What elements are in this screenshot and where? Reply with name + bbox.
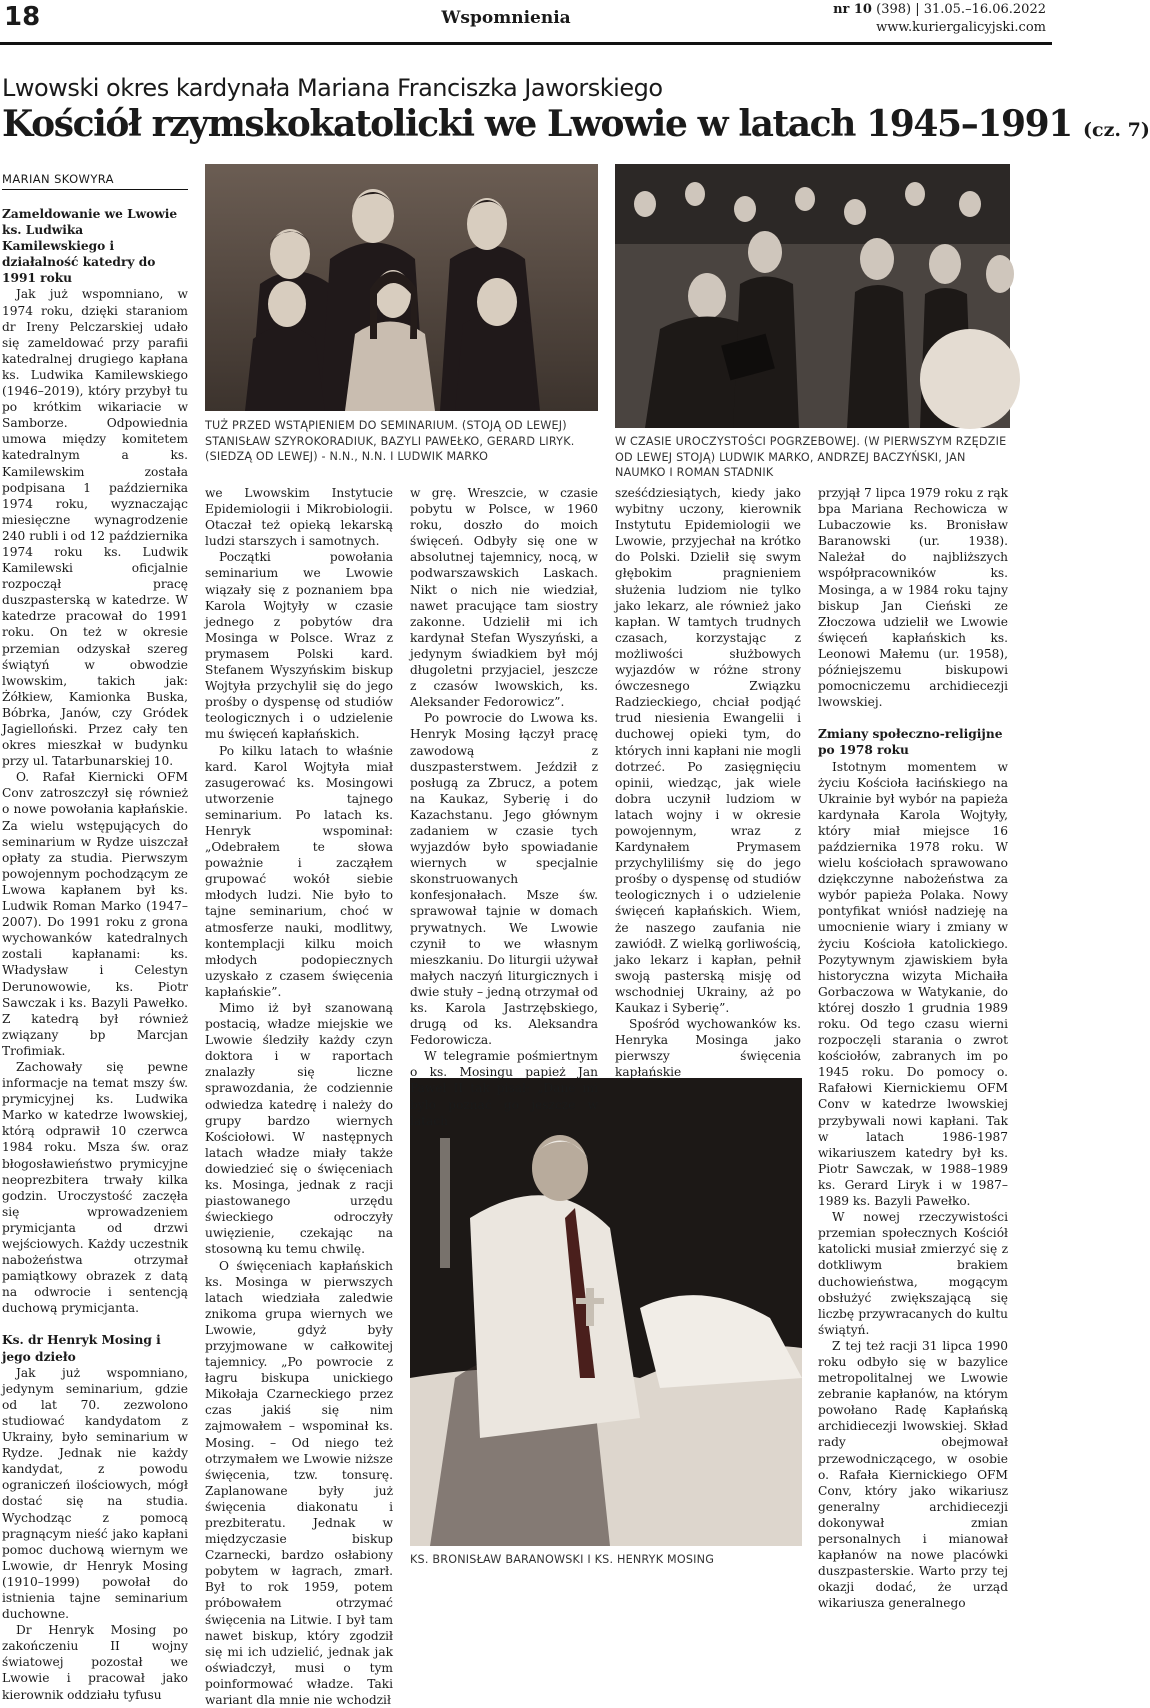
photo-baranowski-mosing	[410, 1078, 802, 1546]
article-column-4	[615, 485, 801, 1071]
paragraph: w grę. Wreszcie, w czasie pobytu w Polsce, w 1960 roku, doszło do moich święceń. Odbyły się one w absolutnej tajemnicy, nocą, w podwarszawskich Laskach. Nikt o nich nie wiedział, nawet pracujące tam siostry zakonne. Udzielił mi ich kardynał Stefan Wyszyński, a jedynym świadkiem był mój długoletni przyjaciel, jeszcze z czasów lwowskich, ks. Aleksander Fedorowicz”.	[410, 485, 598, 710]
website-link[interactable]: www.kuriergalicyjski.com	[833, 19, 1046, 37]
paragraph: Dr Henryk Mosing po zakończeniu II wojny światowej pozostał we Lwowie i pracował jako kierownik oddziału tyfusu	[2, 1622, 188, 1702]
subheading-kamilewski: Zameldowanie we Lwowie ks. Ludwika Kamilewskiego i działalność katedry do 1991 roku	[2, 206, 188, 286]
page-header	[0, 0, 1052, 48]
photo-group-portrait-image	[205, 164, 598, 411]
photo-baranowski-mosing-caption: KS. BRONISŁAW BARANOWSKI I KS. HENRYK MOSING	[410, 1552, 802, 1568]
header-rule	[0, 42, 1052, 45]
paragraph: Z tej też racji 31 lipca 1990 roku odbyło się w bazylice metropolitalnej we Lwowie zebranie kapłanów, na którym powołano Radę Kapłańską archidiecezji lwowskiej. Skład rady obejmował przewodniczącego, w osobie o. Rafała Kiernickiego OFM Conv, który jako wikariusz generalny archidiecezji dokonywał zmian personalnych i mianował kapłanów na nowe placówki duszpasterskie. Warto przy tej okazji dodać, że urząd wikariusza generalnego	[818, 1338, 1008, 1612]
paragraph: Początki powołania seminarium we Lwowie wiązały się z poznaniem bpa Karola Wojtyły w czasie jednego z pobytów dra Mosinga w Polsce. Wraz z prymasem Polski kard. Stefanem Wyszyńskim biskup Wojtyła przychylił się do jego prośby o dyspensę od studiów teologicznych i o udzielenie mu święceń kapłańskich.	[205, 549, 393, 742]
headline-text: Kościół rzymskokatolicki we Lwowie w latach 1945–1991	[2, 103, 1072, 145]
article-headline	[2, 103, 1150, 145]
photo-group-portrait	[205, 164, 598, 411]
photo-baranowski-mosing-image	[410, 1078, 802, 1546]
article-column-2	[205, 485, 393, 1637]
paragraph: Po kilku latach to właśnie kard. Karol Wojtyła miał zasugerować ks. Mosingowi utworzenie tajnego seminarium. Po latach ks. Henryk wspominał: „Odebrałem te słowa poważnie i zacząłem grupować wokół siebie młodych ludzi. Nie było to tajne seminarium, choć w atmosferze nauki, modlitwy, kontemplacji kilku moich młodych podopiecznych uzyskało z czasem święcenia kapłańskie”.	[205, 743, 393, 1001]
paragraph: W nowej rzeczywistości przemian społecznych Kościół katolicki musiał zmierzyć się z dotkliwym brakiem duchowieństwa, mogącym obsłużyć zwiększającą się liczbę przywracanych do kultu świątyń.	[818, 1209, 1008, 1338]
article-column-3	[410, 485, 598, 1071]
photo-group-portrait-caption: TUŻ PRZED WSTĄPIENIEM DO SEMINARIUM. (STOJĄ OD LEWEJ) STANISŁAW SZYROKORADIUK, BAZYLI PAWEŁKO, GERARD LIRYK. (SIEDZĄ OD LEWEJ) - N.N., N.N. I LUDWIK MARKO	[205, 418, 600, 465]
subheading-mosing: Ks. dr Henryk Mosing i jego dzieło	[2, 1332, 188, 1364]
photo-funeral-ceremony-caption: W CZASIE UROCZYSTOŚCI POGRZEBOWEJ. (W PIERWSZYM RZĘDZIE OD LEWEJ STOJĄ) LUDWIK MARKO, ANDRZEJ BACZYŃSKI, JAN NAUMKO I ROMAN STADNIK	[615, 434, 1015, 481]
issue-number: nr 10	[833, 2, 872, 17]
paragraph: we Lwowskim Instytucie Epidemiologii i Mikrobiologii. Otaczał też opieką lekarską ludzi starszych i samotnych.	[205, 485, 393, 549]
paragraph: Istotnym momentem w życiu Kościoła łacińskiego na Ukrainie był wybór na papieża kardynała Karola Wojtyły, który miał miejsce 16 października 1978 roku. W wielu kościołach sprawowano dziękczynne nabożeństwa za wybór papieża Polaka. Nowy pontyfikat wniósł nadzieję na umocnienie wiary i zmiany w życiu Kościoła katolickiego. Pozytywnym zjawiskiem była historyczna wizyta Michaiła Gorbaczowa w Watykanie, do której doszło 1 grudnia 1989 roku. Od tego czasu wierni rozpoczęli starania o zwrot kościołów, zabranych im po 1945 roku. Do pomocy o. Rafałowi Kiernickiemu OFM Conv w katedrze lwowskiej przybywali nowi kapłani. Tak w latach 1986-1987 wikariuszem katedry był ks. Piotr Sawczak, w 1988–1989 ks. Gerard Liryk i w 1987–1989 ks. Bazyli Pawełko.	[818, 759, 1008, 1210]
article-column-1	[2, 172, 188, 1637]
author-byline: MARIAN SKOWYRA	[2, 172, 188, 190]
paragraph: W telegramie pośmiertnym o ks. Mosingu papież Jan Paweł II tak pisał: „Dane mi było poznać go jeszcze w latach	[410, 1048, 598, 1128]
page-number: 18	[4, 2, 40, 32]
issue-dates: (398) | 31.05.–16.06.2022	[872, 2, 1046, 17]
paragraph: przyjął 7 lipca 1979 roku z rąk bpa Mariana Rechowicza w Lubaczowie ks. Bronisław Baranowski (ur. 1938). Należał do najbliższych współpracowników ks. Mosinga, a w 1984 roku tajny biskup Jan Cieński ze Złoczowa udzielił we Lwowie święceń kapłańskich ks. Leonowi Małemu (ur. 1958), późniejszemu biskupowi pomocniczemu archidiecezji lwowskiej.	[818, 485, 1008, 710]
paragraph: Po powrocie do Lwowa ks. Henryk Mosing łączył pracę zawodową z duszpasterstwem. Jeździł z posługą za Zbrucz, a potem na Kaukaz, Syberię i do Kazachstanu. Jego głównym zadaniem w czasie tych wyjazdów było spowiadanie wiernych w specjalnie skonstruowanych konfesjonałach. Msze św. sprawował tajnie w domach prywatnych. We Lwowie czynił to we własnym mieszkaniu. Do liturgii używał małych naczyń liturgicznych i dwie stuły – jedną otrzymał od ks. Karola Jastrzębskiego, drugą od ks. Aleksandra Fedorowicza.	[410, 710, 598, 1048]
paragraph: Jak już wspomniano, w 1974 roku, dzięki staraniom dr Ireny Pelczarskiej udało się zameldować przy parafii katedralnej drugiego kapłana ks. Ludwika Kamilewskiego (1946–2019), który przybył tu po krótkim wikariacie w Samborze. Odpowiednia umowa między komitetem katedralnym a ks. Kamilewskim została podpisana 1 października 1974 roku, wyznaczając miesięczne wynagrodzenie 240 rubli i od 12 października 1974 roku ks. Ludwik Kamilewski oficjalnie rozpoczął pracę duszpasterską w katedrze. W katedrze pracował do 1991 roku. On też w okresie przemian odzyskał szereg świątyń w obwodzie lwowskim, takich jak: Żółkiew, Kamionka Buska, Bóbrka, Janów, czy Gródek Jagielloński. Przez cały ten okres mieszkał w budynku przy ul. Tatarbunarskiej 10.	[2, 286, 188, 769]
paragraph: Zachowały się pewne informacje na temat mszy św. prymicyjnej ks. Ludwika Marko w katedrze lwowskiej, którą odprawił 10 czerwca 1984 roku. Msza św. oraz błogosławieństwo prymicyjne neoprezbitera trwały kilka godzin. Uroczystość zaczęła się wprowadzeniem prymicjanta od drzwi wejściowych. Każdy uczestnik nabożeństwa otrzymał pamiątkowy obrazek z datą na odwrocie i sentencją duchową prymicjanta.	[2, 1059, 188, 1317]
article-column-5	[818, 485, 1008, 1637]
photo-funeral-ceremony	[615, 164, 1010, 428]
issue-info	[833, 1, 1046, 37]
paragraph: O święceniach kapłańskich ks. Mosinga w pierwszych latach wiedziała zaledwie znikoma grupa wiernych we Lwowie, gdyż były przyjmowane w całkowitej tajemnicy. „Po powrocie z łagru biskupa unickiego Mikołaja Czarneckiego przez czas jakiś się nim zajmowałem – wspominał ks. Mosing. – Od niego też otrzymałem we Lwowie niższe święcenia, tzw. tonsurę. Zaplanowane były już święcenia diakonatu i prezbiteratu. Jednak w międzyczasie biskup Czarnecki, bardzo osłabiony pobytem w łagrach, zmarł. Był to rok 1959, potem próbowałem otrzymać święcenia na Litwie. I był tam nawet biskup, który zgodził się mi ich udzielić, jednak jak oświadczył, musi o tym poinformować władze. Taki wariant dla mnie nie wchodził	[205, 1258, 393, 1708]
paragraph: O. Rafał Kiernicki OFM Conv zatroszczył się również o nowe powołania kapłańskie. Za wielu wstępujących do seminarium w Rydze uiszczał opłaty za studia. Pierwszym powojennym pochodzącym ze Lwowa kapłanem był ks. Ludwik Roman Marko (1947–2007). Do 1991 roku z grona wychowanków katedralnych zostali kapłanami: ks. Władysław i Celestyn Derunowowie, ks. Piotr Sawczak i ks. Bazyli Pawełko. Z katedrą był również związany bp Marcjan Trofimiak.	[2, 769, 188, 1059]
paragraph: Mimo iż był szanowaną postacią, władze miejskie we Lwowie śledziły każdy czyn doktora i w raportach znalazły się liczne sprawozdania, że codziennie odwiedza katedrę i należy do grupy bardzo wiernych Kościołowi. W następnych latach władze miały także dowiedzieć się o święceniach ks. Mosinga, jednak z racji piastowanego urzędu świeckiego odroczyły uwięzienie, czekając na stosowną ku temu chwilę.	[205, 1000, 393, 1258]
paragraph: sześćdziesiątych, kiedy jako wybitny uczony, kierownik Instytutu Epidemiologii we Lwowie, przyjechał na krótko do Polski. Dzielił się swym głębokim pragnieniem służenia ludziom nie tylko jako lekarz, ale również jako kapłan. W tamtych trudnych czasach, korzystając z możliwości służbowych wyjazdów w różne strony ówczesnego Związku Radzieckiego, chciał podjąć trud niesienia Ewangelii i duchowej opieki tym, do których inni kapłani nie mogli dotrzeć. Po zasięgnięciu opinii, wiedząc, jak wiele dobra uczynił ludziom w latach wojny i w okresie powojennym, wraz z Kardynałem Prymasem przychyliliśmy się do jego prośby o dyspensę od studiów teologicznych i o udzielenie święceń kapłańskich. Wiem, że naszego zaufania nie zawiódł. Z wielką gorliwością, jako lekarz i kapłan, pełnił swoją pasterską misję od wschodniej Ukrainy, aż po Kaukaz i Syberię”.	[615, 485, 801, 1016]
article-kicker: Lwowski okres kardynała Mariana Franciszka Jaworskiego	[2, 74, 663, 102]
paragraph: Spośród wychowanków ks. Henryka Mosinga jako pierwszy święcenia kapłańskie	[615, 1016, 801, 1080]
subheading-zmiany: Zmiany społeczno-religijne po 1978 roku	[818, 726, 1008, 758]
section-title: Wspomnienia	[390, 8, 622, 28]
photo-funeral-ceremony-image	[615, 164, 1010, 428]
headline-part: (cz. 7)	[1083, 119, 1150, 141]
paragraph: Jak już wspomniano, jedynym seminarium, gdzie od lat 70. zezwolono studiować kandydatom z Ukrainy, było seminarium w Rydze. Jednak nie każdy kandydat, z powodu ograniczeń ilościowych, mógł dostać się na studia. Wychodząc z pomocą pragnącym nieść jako kapłani pomoc duchową wiernym we Lwowie, dr Henryk Mosing (1910–1999) powołał do istnienia tajne seminarium duchowne.	[2, 1365, 188, 1623]
